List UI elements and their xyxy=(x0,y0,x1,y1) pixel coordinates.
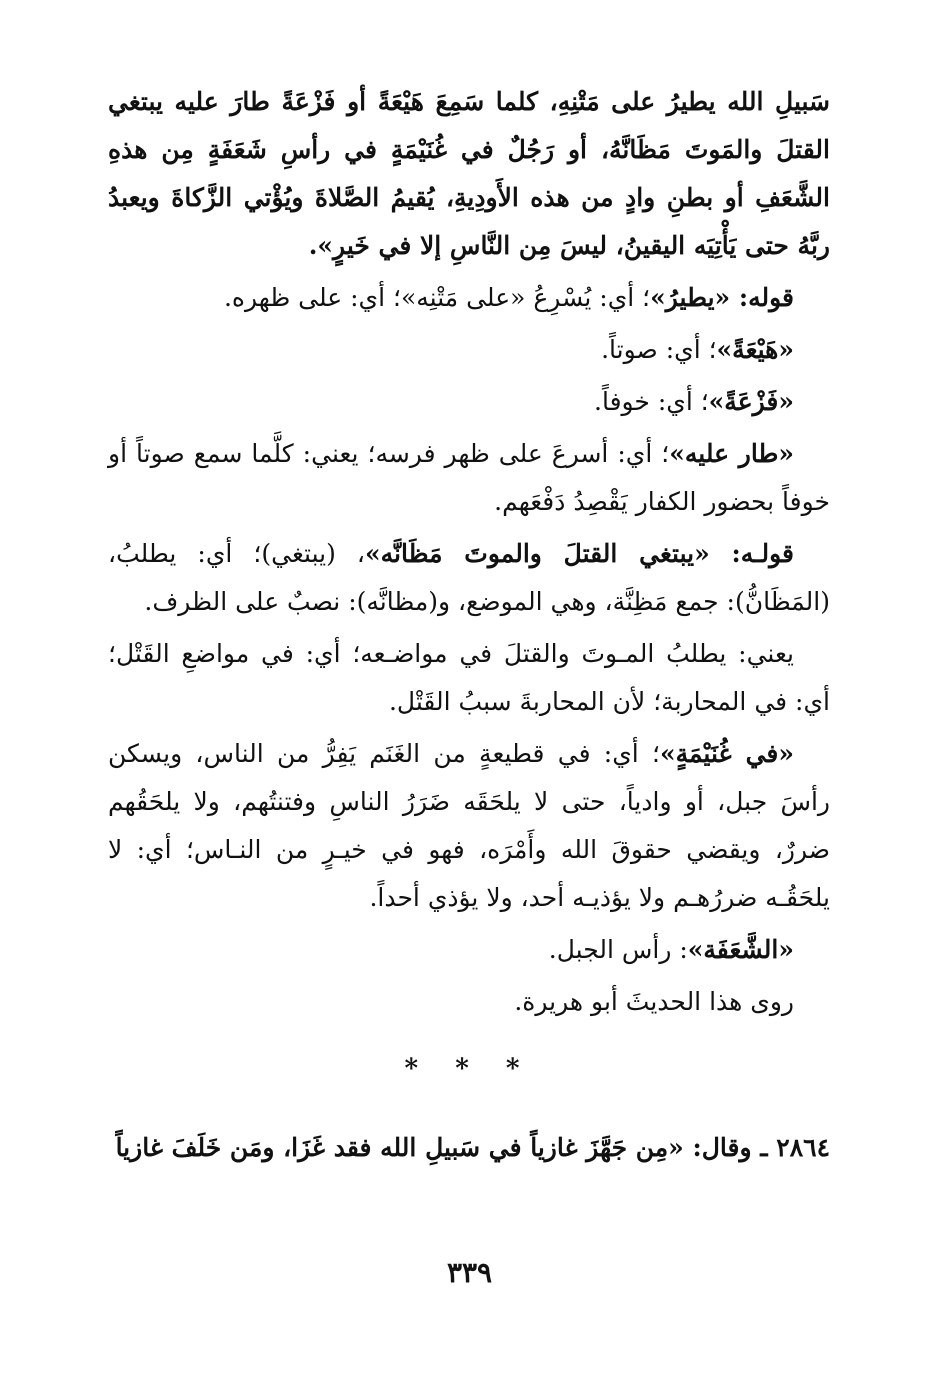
note-label: «الشَّعَفَة» xyxy=(687,935,794,964)
note-ghunaymah xyxy=(108,730,830,922)
note-label: قولـه: «يبتغي القتلَ والموتَ مَظَانَّه» xyxy=(364,539,794,568)
note-label: «هَيْعَةً» xyxy=(716,335,794,364)
note-hayah xyxy=(108,326,830,374)
note-text: ، (يبتغي)؛ أي: يطلبُ، (المَظَانُّ): جمع مَظِنَّة، وهي الموضع، و(مظانَّه): نصبٌ على الظرف. xyxy=(108,539,830,616)
note-tar-alayh xyxy=(108,430,830,526)
note-yani xyxy=(108,630,830,726)
note-label: «في غُنَيْمَةٍ» xyxy=(659,739,795,768)
note-text: ؛ أي: في قطيعةٍ من الغَنَم يَفِرُّ من الناس، ويسكن رأسَ جبل، أو وادياً، حتى لا يلحَقَه ضَرَرُ الناسِ وفتنتُهم، ولا يلحَقُهم ضررٌ، ويقضي حقوقَ الله وأَمْرَه، فهو في خيـرٍ من النـاس؛ أي: لا يلحَقُـه ضررُهـم ولا يؤذيـه أحد، ولا يؤذي أحداً. xyxy=(108,739,830,912)
hadith-text-continuation: سَبيلِ الله يطيرُ على مَتْنِهِ، كلما سَمِعَ هَيْعَةً أو فَزْعَةً طارَ عليه يبتغي القتلَ والمَوتَ مَظَانَّهُ، أو رَجُلٌ في غُنَيْمَةٍ في رأسِ شَعَفَةٍ مِن هذهِ الشَّعَفِ أو بطنِ وادٍ من هذه الأَودِيةِ، يُقيمُ الصَّلاةَ ويُؤْتي الزَّكاةَ ويعبدُ ربَّهُ حتى يَأْتِيَه اليقينُ، ليسَ مِن النَّاسِ إلا في خَيرٍ». xyxy=(108,87,830,260)
note-text: : رأس الجبل. xyxy=(548,935,688,964)
note-text: ؛ أي: أسرعَ على ظهر فرسه؛ يعني: كلَّما سمع صوتاً أو خوفاً بحضور الكفار يَقْصِدُ دَفْعَهم. xyxy=(108,439,830,516)
note-text: ؛ أي: صوتاً. xyxy=(601,335,717,364)
note-label: قوله: «يطيرُ» xyxy=(650,283,794,312)
note-shafah xyxy=(108,926,830,974)
note-fazah xyxy=(108,378,830,426)
page-content xyxy=(108,78,830,1172)
next-hadith-start: ٢٨٦٤ ـ وقال: «مِن جَهَّزَ غازياً في سَبيلِ الله فقد غَزَا، ومَن خَلَفَ غازياً xyxy=(115,1133,830,1162)
note-label: «فَزْعَةً» xyxy=(708,387,794,416)
note-narrator xyxy=(108,978,830,1026)
note-text: يعني: يطلبُ المـوتَ والقتلَ في مواضـعه؛ أي: في مواضعِ القَتْل؛ أي: في المحاربة؛ لأن المحاربةَ سببُ القَتْل. xyxy=(108,639,830,716)
note-text: ؛ أي: خوفاً. xyxy=(594,387,709,416)
section-separator: * * * xyxy=(404,1054,534,1084)
note-text: ؛ أي: يُسْرِعُ «على مَتْنِه»؛ أي: على ظهره. xyxy=(223,283,651,312)
note-label: «طار عليه» xyxy=(669,439,794,468)
page-number: ٣٣٩ xyxy=(446,1256,493,1289)
note-text: روى هذا الحديثَ أبو هريرة. xyxy=(514,987,794,1016)
note-yabtaghi xyxy=(108,530,830,626)
note-yatir xyxy=(108,274,830,322)
